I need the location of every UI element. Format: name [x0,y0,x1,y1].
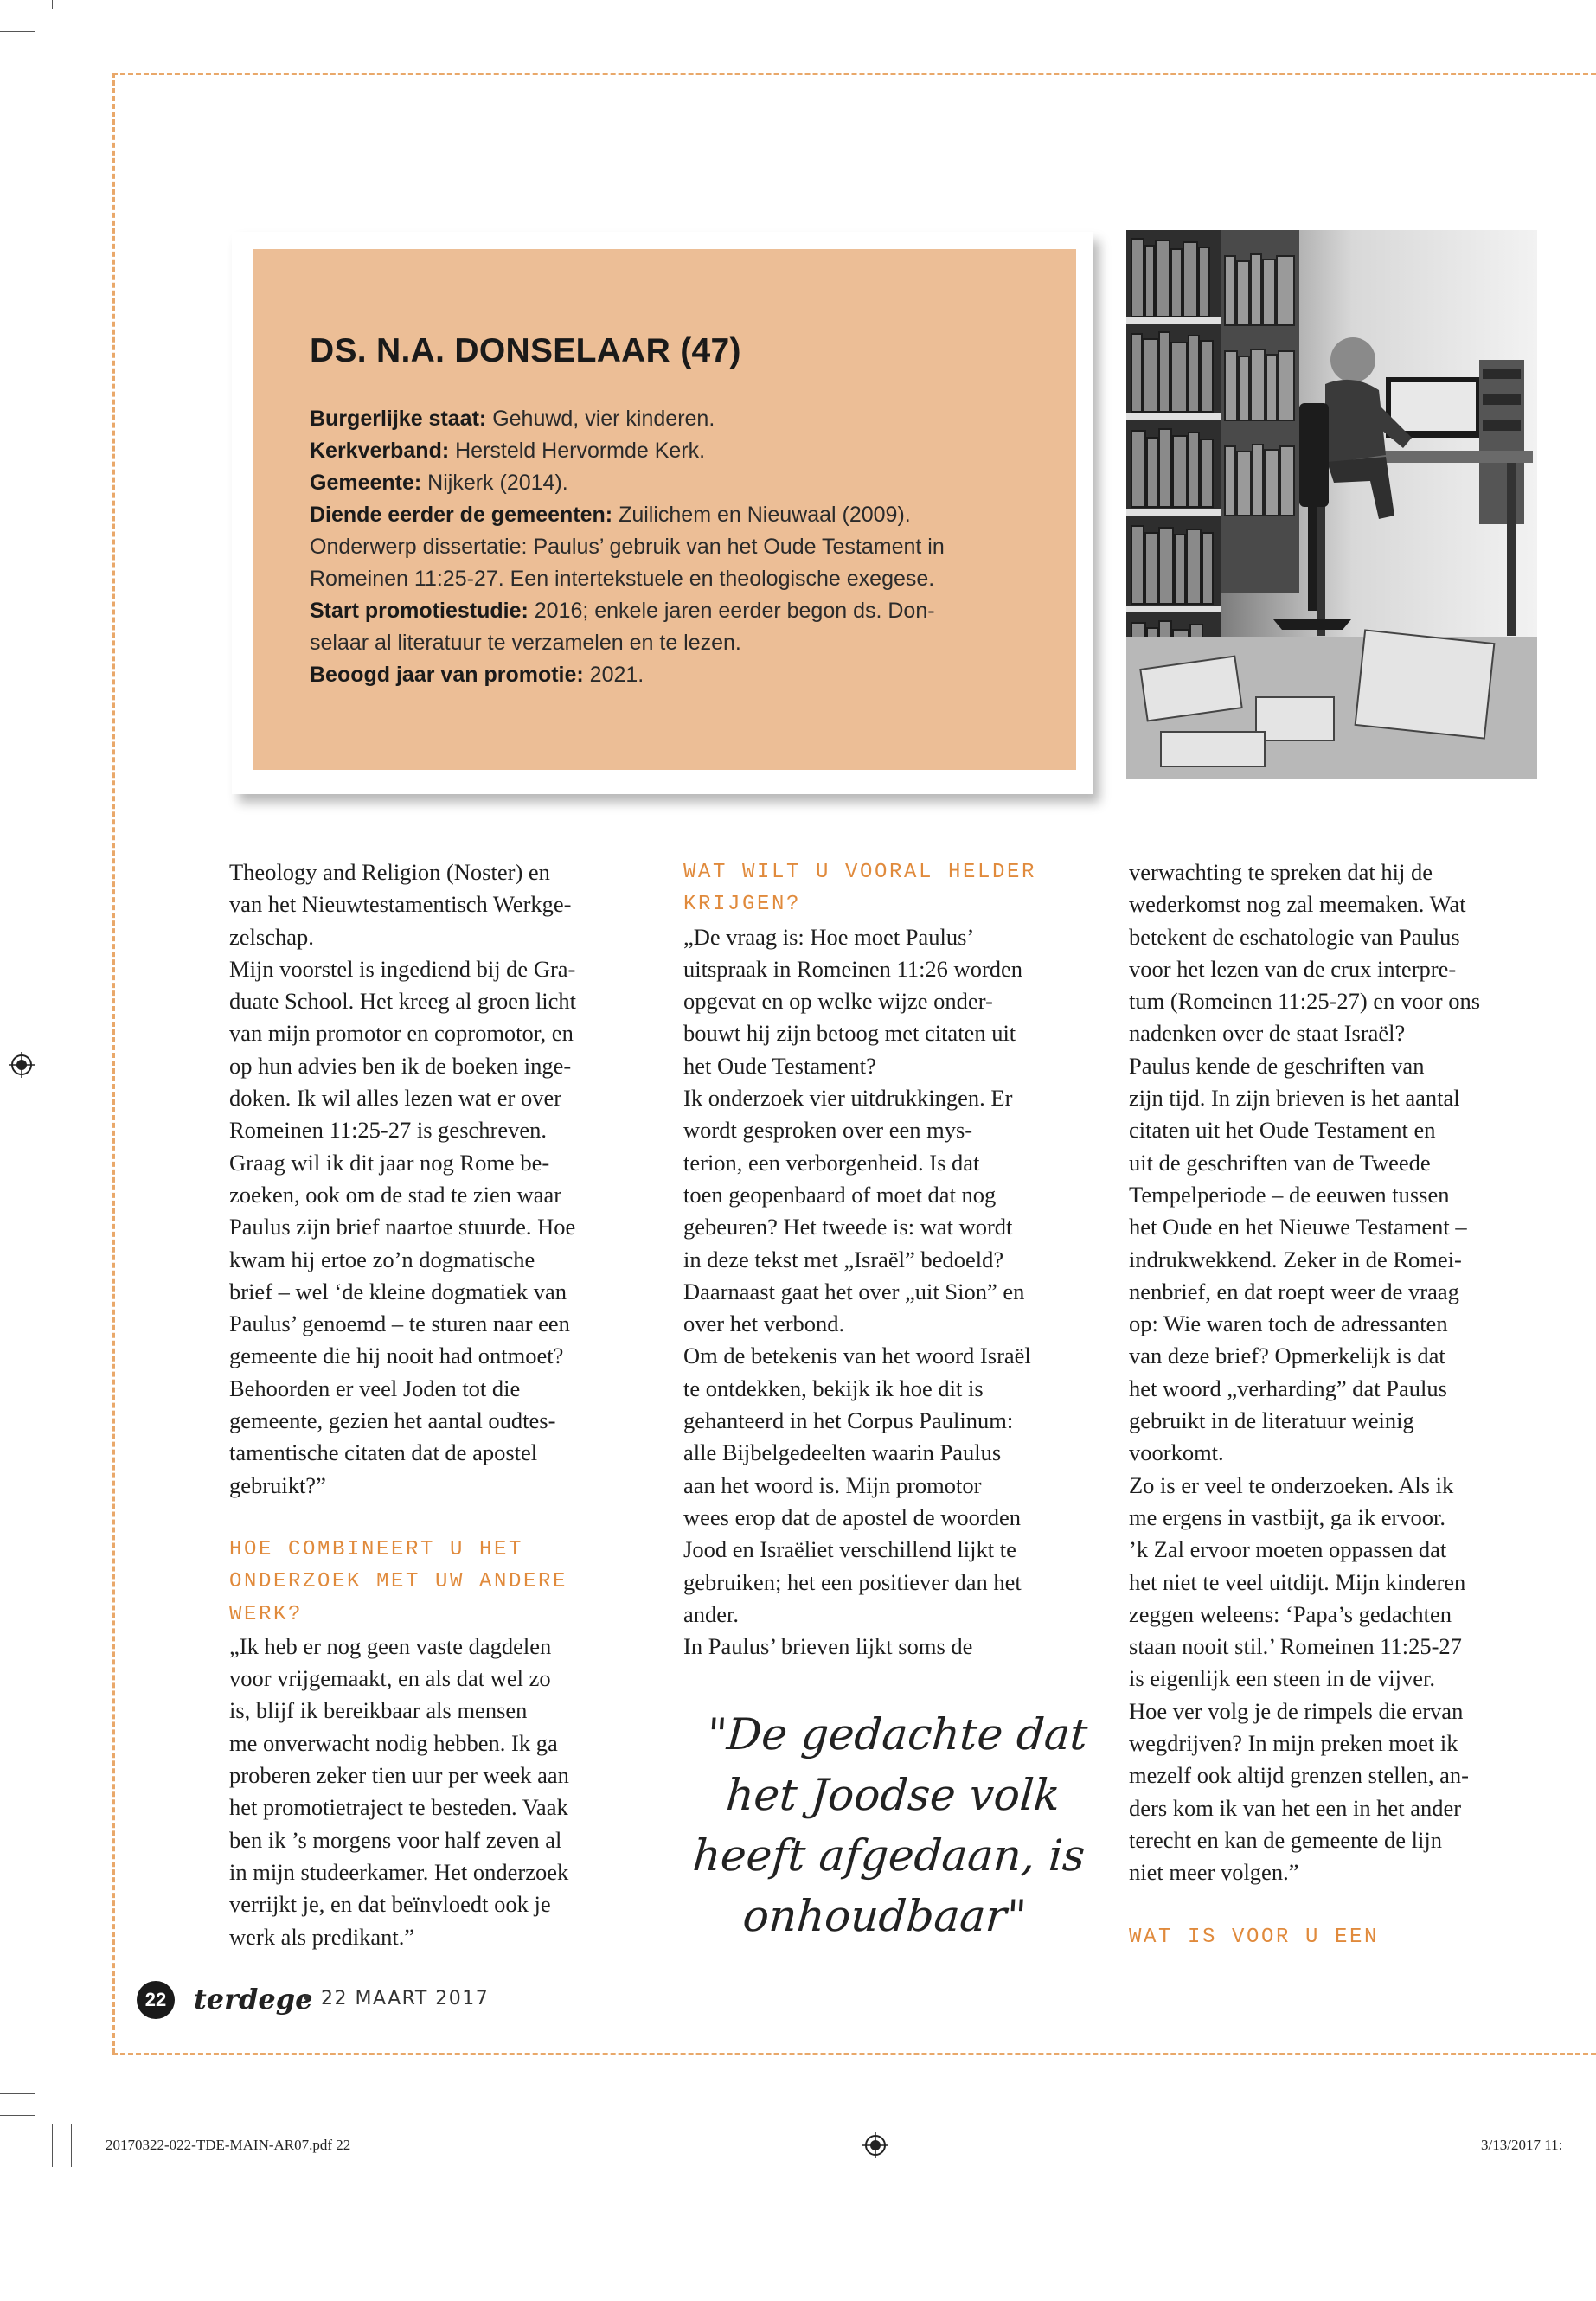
col2-heading [683,856,1036,921]
text-line: Daarnaast gaat het over „uit Sion” en [683,1278,1025,1304]
magazine-logo: terdege [194,1983,313,2016]
text-line: gemeente die hij nooit had ontmoet? [229,1343,564,1369]
quote-line: "De gedachte dat [705,1709,1090,1759]
text-line: wordt gesproken over een mys- [683,1117,973,1144]
text-line: In Paulus’ brieven lijkt soms de [683,1633,973,1660]
text-line: gebruikt in de literatuur weinig [1129,1407,1414,1434]
print-slug-timestamp: 3/13/2017 11: [1481,2137,1563,2153]
pull-quote [675,1704,1107,1946]
text-line: kwam hij ertoe zo’n dogmatische [229,1246,535,1272]
text-line: Jood en Israëliet verschillend lijkt te [683,1536,1016,1563]
text-line: doken. Ik wil alles lezen wat er over [229,1085,562,1112]
print-slug-filename: 20170322-022-TDE-MAIN-AR07.pdf 22 [106,2137,351,2153]
profile-line: Beoogd jaar van promotie: 2021. [310,663,644,687]
text-line: betekent de eschatologie van Paulus [1129,923,1460,950]
text-line: op hun advies ben ik de boeken inge- [229,1052,572,1079]
text-line: werk als predikant.” [229,1923,415,1950]
profile-card [232,232,1093,794]
text-line: proberen zeker tien uur per week aan [229,1762,569,1789]
col1-para1 [229,856,576,1502]
text-line: opgevat en op welke wijze onder- [683,988,993,1015]
text-line: mezelf ook altijd grenzen stellen, an- [1129,1762,1469,1789]
text-line: in mijn studeerkamer. Het onderzoek [229,1858,569,1885]
text-line: Graag wil ik dit jaar nog Rome be- [229,1149,550,1176]
profile-line: Romeinen 11:25-27. Een intertekstuele en theologische exegese. [310,567,935,591]
text-line: zijn tijd. In zijn brieven is het aantal [1129,1085,1460,1112]
quote-line: heeft afgedaan, is [690,1830,1087,1881]
crop-mark-bottom-left-v2 [71,2124,72,2167]
text-line: aan het woord is. Mijn promotor [683,1471,982,1498]
section-heading: KRIJGEN? [683,893,802,917]
section-heading: WAT IS VOOR U EEN [1129,1925,1380,1949]
text-line: staan nooit stil.’ Romeinen 11:25-27 [1129,1633,1462,1660]
profile-details [310,403,1024,691]
text-line: Mijn voorstel is ingediend bij de Gra- [229,955,576,982]
spacer [229,1502,576,1534]
dashed-border-left [112,73,115,2054]
text-line: brief – wel ‘de kleine dogmatiek van [229,1278,567,1304]
text-line: ’k Zal ervoor moeten oppassen dat [1129,1536,1447,1563]
text-line: Om de betekenis van het woord Israël [683,1343,1031,1369]
section-heading: ONDERZOEK MET UW ANDERE [229,1570,568,1594]
text-line: van het Nieuwtestamentisch Werkge- [229,891,572,918]
text-line: bouwt hij zijn betoog met citaten uit [683,1020,1016,1047]
photo-illustration [1126,230,1537,779]
text-line: Tempelperiode – de eeuwen tussen [1129,1181,1450,1208]
text-line: voor het lezen van de crux interpre- [1129,955,1457,982]
text-line: van deze brief? Opmerkelijk is dat [1129,1343,1445,1369]
text-line: te ontdekken, bekijk ik hoe dit is [683,1375,984,1401]
text-line: op: Wie waren toch de adressanten [1129,1311,1448,1337]
crop-mark-bottom-left-v [52,2124,53,2167]
profile-line: Burgerlijke staat: Gehuwd, vier kinderen. [310,407,715,431]
col2-para [683,921,1036,1663]
text-line: Paulus’ genoemd – te sturen naar een [229,1311,570,1337]
registration-mark-icon [9,1052,35,1078]
photo-study [1126,230,1537,779]
text-line: Paulus zijn brief naartoe stuurde. Hoe [229,1214,576,1240]
dashed-border-top [112,73,1596,75]
text-line: wederkomst nog zal meemaken. Wat [1129,891,1466,918]
text-line: Romeinen 11:25-27 is geschreven. [229,1117,547,1144]
text-line: het promotietraject te besteden. Vaak [229,1794,568,1821]
text-line: ander. [683,1600,740,1627]
text-line: Paulus kende de geschriften van [1129,1052,1425,1079]
text-line: is, blijf ik bereikbaar als mensen [229,1697,528,1724]
text-line: gebruiken; het een positiever dan het [683,1568,1022,1595]
crop-mark-top-left-h [0,31,35,32]
text-line: me ergens in vastbijt, ga ik ervoor. [1129,1503,1446,1530]
crop-mark-top-left-v [52,0,53,9]
profile-line: selaar al literatuur te verzamelen en te lezen. [310,631,741,655]
text-line: voor vrijgemaakt, en als dat wel zo [229,1665,551,1692]
text-line: nenbrief, en dat roept weer de vraag [1129,1278,1459,1304]
text-line: van mijn promotor en copromotor, en [229,1020,574,1047]
col1-heading [229,1534,576,1631]
article-column-1 [229,856,576,1953]
text-line: toen geopenbaard of moet dat nog [683,1181,997,1208]
section-heading: WERK? [229,1602,304,1626]
text-line: „De vraag is: Hoe moet Paulus’ [683,923,975,950]
page-number-badge: 22 [137,1981,175,2019]
text-line: citaten uit het Oude Testament en [1129,1117,1436,1144]
text-line: gebeuren? Het tweede is: wat wordt [683,1214,1013,1240]
text-line: zelschap. [229,923,314,950]
text-line: ben ik ’s morgens voor half zeven al [229,1826,562,1853]
text-line: het Oude Testament? [683,1052,876,1079]
profile-line: Kerkverband: Hersteld Hervormde Kerk. [310,439,706,463]
text-line: verrijkt je, en dat beïnvloedt ook je [229,1891,551,1918]
text-line: Behoorden er veel Joden tot die [229,1375,521,1401]
text-line: het Oude en het Nieuwe Testament – [1129,1214,1467,1240]
text-line: ders kom ik van het een in het ander [1129,1794,1462,1821]
text-line: indrukwekkend. Zeker in de Romei- [1129,1246,1462,1272]
quote-line: het Joodse volk [724,1770,1062,1820]
text-line: tamentische citaten dat de apostel [229,1439,538,1466]
article-column-3 [1129,856,1480,1953]
profile-line: Diende eerder de gemeenten: Zuilichem en Nieuwaal (2009). [310,503,911,527]
text-line: Ik onderzoek vier uitdrukkingen. Er [683,1085,1013,1112]
text-line: zoeken, ook om de stad te zien waar [229,1181,562,1208]
text-line: alle Bijbelgedeelten waarin Paulus [683,1439,1002,1466]
text-line: nadenken over de staat Israël? [1129,1020,1406,1047]
col1-para2 [229,1631,576,1953]
section-heading: HOE COMBINEERT U HET [229,1537,524,1561]
text-line: terecht en kan de gemeente de lijn [1129,1826,1442,1853]
text-line: in deze tekst met „Israël” bedoeld? [683,1246,1004,1272]
profile-box [253,249,1076,770]
col3-para [1129,856,1480,1889]
text-line: zeggen weleens: ‘Papa’s gedachten [1129,1600,1452,1627]
text-line: me onverwacht nodig hebben. Ik ga [229,1729,558,1756]
text-line: is eigenlijk een steen in de vijver. [1129,1665,1435,1692]
text-line: tum (Romeinen 11:25-27) en voor ons [1129,988,1481,1015]
profile-line: Onderwerp dissertatie: Paulus’ gebruik van het Oude Testament in [310,535,945,559]
text-line: verwachting te spreken dat hij de [1129,859,1433,885]
text-line: duate School. Het kreeg al groen licht [229,988,577,1015]
dashed-border-bottom [112,2053,1596,2055]
text-line: gemeente, gezien het aantal oudtes- [229,1407,556,1434]
text-line: over het verbond. [683,1311,845,1337]
text-line: „Ik heb er nog geen vaste dagdelen [229,1632,552,1659]
profile-line: Start promotiestudie: 2016; enkele jaren eerder begon ds. Don- [310,599,935,623]
text-line: het woord „verharding” dat Paulus [1129,1375,1447,1401]
issue-date: • 22 MAART 2017 [301,1988,490,2009]
profile-line: Gemeente: Nijkerk (2014). [310,471,568,495]
profile-name: DS. N.A. DONSELAAR (47) [310,332,741,369]
text-line: uit de geschriften van de Tweede [1129,1149,1431,1176]
section-heading: WAT WILT U VOORAL HELDER [683,861,1037,884]
text-line: Theology and Religion (Noster) en [229,859,550,885]
text-line: Hoe ver volg je de rimpels die ervan [1129,1697,1464,1724]
text-line: uitspraak in Romeinen 11:26 worden [683,955,1023,982]
article-column-2 [683,856,1036,1663]
quote-line: onhoudbaar" [740,1891,1029,1941]
text-line: voorkomt. [1129,1439,1224,1466]
crop-mark-bottom-left-h [0,2093,35,2094]
spacer [1129,1889,1480,1921]
text-line: Zo is er veel te onderzoeken. Als ik [1129,1471,1454,1498]
text-line: gebruikt?” [229,1471,326,1498]
text-line: niet meer volgen.” [1129,1859,1299,1886]
registration-mark-icon [862,2132,888,2158]
text-line: terion, een verborgenheid. Is dat [683,1149,980,1176]
crop-mark-bottom-left-h2 [0,2115,35,2116]
text-line: wees erop dat de apostel de woorden [683,1503,1021,1530]
text-line: het niet te veel uitdijt. Mijn kinderen [1129,1568,1466,1595]
text-line: wegdrijven? In mijn preken moet ik [1129,1730,1458,1757]
text-line: gehanteerd in het Corpus Paulinum: [683,1407,1014,1434]
